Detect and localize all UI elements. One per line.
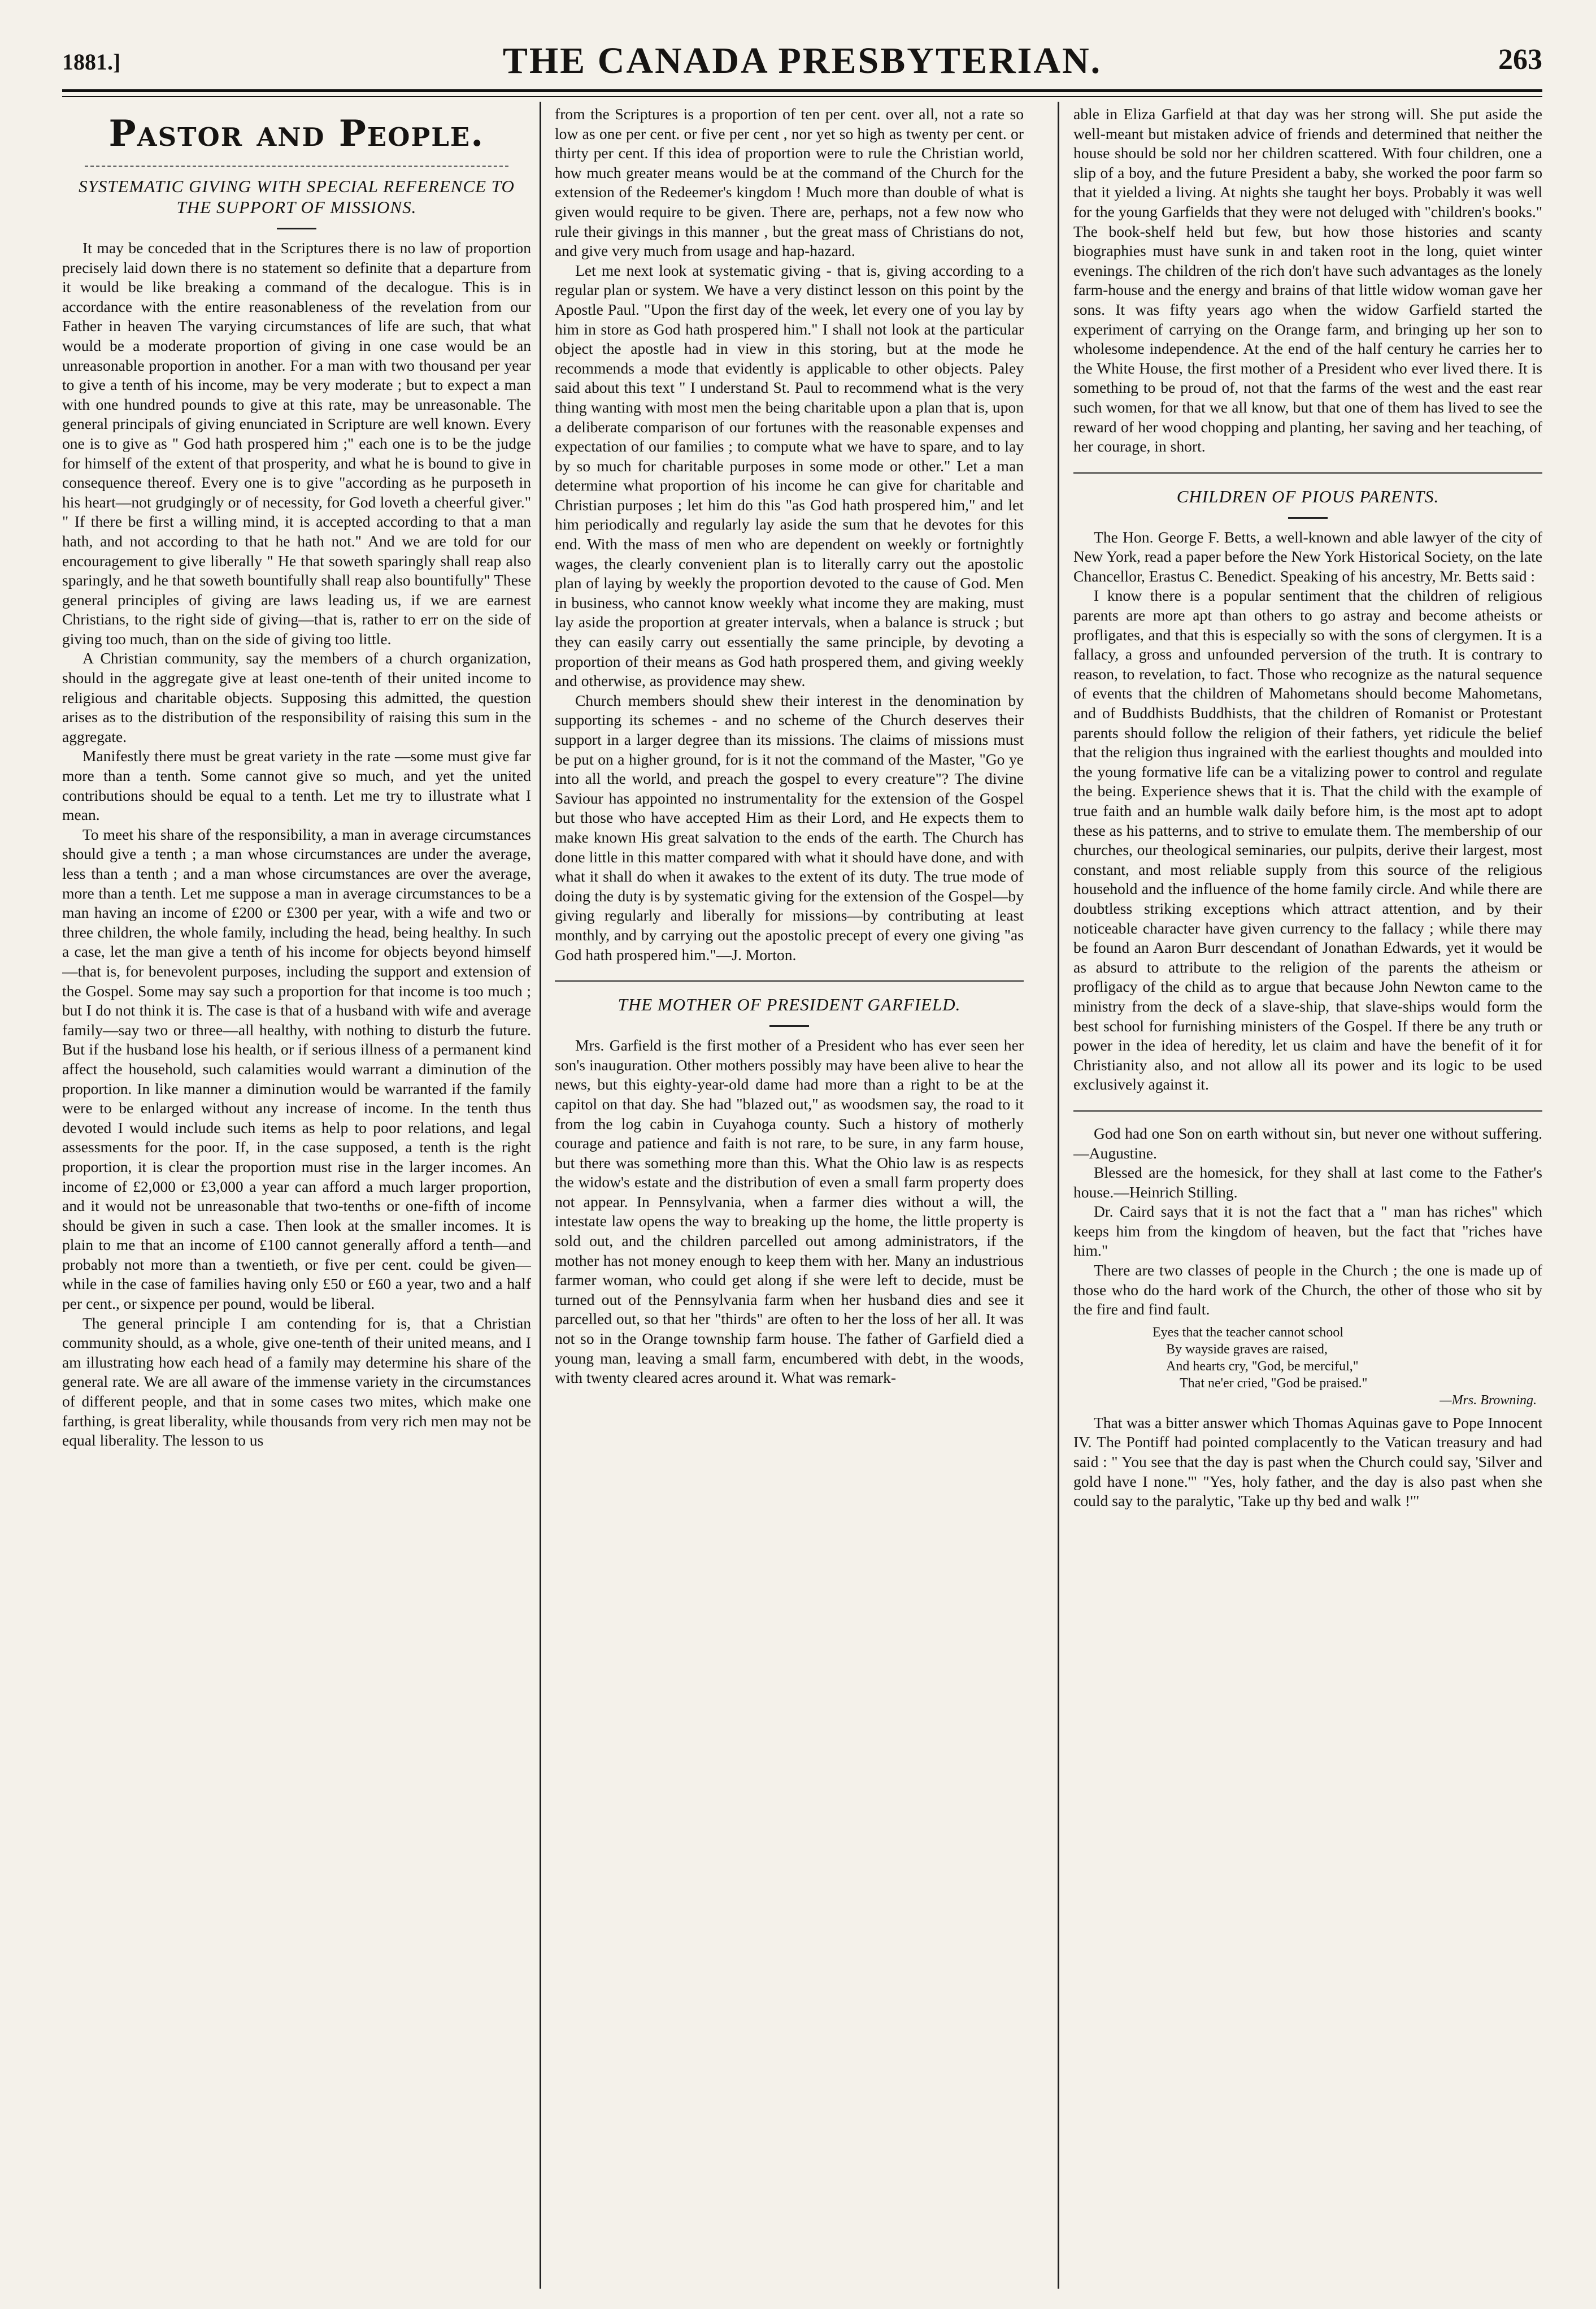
header-rule-thin: [62, 96, 1542, 97]
poem-quote: [1153, 1324, 1542, 1409]
poem-line: By wayside graves are raised,: [1166, 1342, 1328, 1357]
article-paragraph: able in Eliza Garfield at that day was her strong will. She put aside the well-meant but mistaken advice of friends and determined that neither the house should be sold nor her children scattered. With four children, one a slip of a boy, and the future President a baby, she worked the poor farm so that it yielded a living. At nights she taught her boys. Probably it was well for the young Garfields that they were not deluged with "children's books." The book-shelf held but few, but how those histories and scanty biographies must have sunk in and taken root in the long, quiet winter evenings. The children of the rich don't have such advantages as the lonely farm-house and the energy and brains of that little widow woman gave her sons. It was fifty years ago when the widow Garfield started the experiment of carrying on the Orange farm, and bringing up her son to wholesome independence. At the end of the half century he carries her to the White House, the first mother of a President who ever lived there. It is something to be proud of, not that the farms of the west and the east rear such women, for that we all know, but that one of them has lived to see the reward of her wood chopping and planting, her saving and her teaching, of her courage, in short.: [1073, 105, 1542, 455]
issue-year: 1881.]: [62, 49, 121, 75]
article-paragraph: I know there is a popular sentiment that the children of religious parents are more apt than others to go astray and become atheists or profligates, and that this is especially so with the sons of clergymen. It is a fallacy, a gross and unfounded perversion of the truth. It is contrary to reason, to revelation, to fact. Those who recognize as the natural sequence of events that the children of Mahometans should become Mahometans, and of Buddhists Buddhists, that the children of Romanist or Protestant parents should follow the religion of their fathers, yet ridicule the belief that the religion thus ingrained with the earliest thoughts and moulded into the young formative life can be a vitalizing power to control and regulate the being. Experience shews that it is. That the child with the example of true faith and an humble walk daily before him, is the most apt to adopt these as his patterns, and to strive to emulate them. The membership of our churches, our theological seminaries, our pulpits, derive their largest, most constant, and most reliable supply from this source of the religious household and the influence of the home family circle. And while there are doubtless striking exceptions which attract attention, and by their noticeable character have given currency to the fallacy ; while there may be found an Aaron Burr descendant of Jonathan Edwards, yet it would be as absurd to attribute to the religion of the parents the atheism or profligacy of the child as to argue that because John Newton came to the ministry from the deck of a slave-ship, that slave-ships would form the best school for furnishing ministers of the Gospel. If there be any truth or power in the idea of heredity, let us claim and have the benefit of it for Christianity also, and not allow all its power and its logic to be used exclusively against it.: [1073, 587, 1542, 1093]
section-masthead: Pastor and People.: [108, 112, 485, 155]
column-3: [1073, 105, 1542, 2291]
newspaper-title: THE CANADA PRESBYTERIAN.: [502, 40, 1102, 81]
article-title-mother-of-garfield: THE MOTHER OF PRESIDENT GARFIELD.: [617, 995, 961, 1015]
header-rule: [62, 89, 1542, 92]
poem-attribution: —Mrs. Browning.: [1440, 1392, 1537, 1408]
column-1: [62, 105, 531, 2291]
article-title-systematic-giving: SYSTEMATIC GIVING WITH SPECIAL REFERENCE TO THE SUPPORT OF MISSIONS.: [79, 176, 515, 217]
column-divider: [1058, 102, 1059, 2289]
note-paragraph: Blessed are the homesick, for they shall at last come to the Father's house.—Heinrich Stilling.: [1073, 1164, 1542, 1201]
article-paragraph: A Christian community, say the members of a church organization, should in the aggregate give at least one-tenth of their united income to religious and charitable objects. Supposing this admitted, the question arises as to the distribution of the responsibility of raising this sum in the aggregate.: [62, 649, 531, 745]
note-paragraph: There are two classes of people in the Church ; the one is made up of those who do the hard work of the Church, the other of those who sit by the fire and find fault.: [1073, 1261, 1542, 1318]
column-2: [555, 105, 1024, 2291]
article-paragraph: Manifestly there must be great variety in the rate —some must give far more than a tenth. Some cannot give so much, and yet the united contributions should be equal to a tenth. Let me try to illustrate what I mean.: [62, 747, 531, 824]
article-separator: [1073, 472, 1542, 474]
article-paragraph: Let me next look at systematic giving - that is, giving according to a regular plan or system. We have a very distinct lesson on this point by the Apostle Paul. "Upon the first day of the week, let every one of you lay by him in store as God hath prospered him." I shall not look at the particular object the apostle had in view in this storing, but at the mode he recommends a mode that evidently is applicable to other objects. Paley said about this text " I understand St. Paul to recommend what is the very thing wanting with most men the being charitable upon a plan that is, upon a deliberate comparison of our fortunes with the reasonable expenses and expectation of our families ; to compute what we have to spare, and to lay by so much for charitable purposes in some mode or other." Let a man determine what proportion of his income he can give for charitable and Christian purposes ; let him do this "as God hath prospered him," and let him periodically and regularly lay aside the sum that he devotes for this end. With the mass of men who are dependent on weekly or fortnightly wages, the clearly convenient plan is to literally carry out the apostolic plan of laying by weekly the proportion devoted to the cause of God. Men in business, who cannot know weekly what income they are making, must lay aside the proportion at greater intervals, when a balance is struck ; but they can easily carry out essentially the same principle, by devoting a proportion of their means as God hath prospered them, and giving weekly and otherwise, as providence may shew.: [555, 261, 1024, 690]
column-divider: [540, 102, 541, 2289]
poem-line: That ne'er cried, "God be praised.": [1180, 1375, 1368, 1391]
poem-line: Eyes that the teacher cannot school: [1153, 1325, 1343, 1340]
masthead-rule: [85, 166, 508, 167]
title-rule: [277, 228, 316, 229]
title-rule: [769, 1025, 809, 1027]
article-paragraph: To meet his share of the responsibility, a man in average circumstances should give a tenth ; a man whose circumstances are under the average, less than a tenth ; and a man whose circumstances are over the average, more than a tenth. Let me suppose a man in average circumstances to be a man having an income of £200 or £300 per year, with a wife and two or three children, the whole family, including the head, being healthy. In such a case, let the man give a tenth of his income for objects beyond himself —that is, for benevolent purposes, including the support and extension of the Gospel. Some may say such a proportion for that income is too much ; but I do not think it is. The case is that of a husband with wife and average family—say two or three—all healthy, with nothing to disturb the future. But if the husband lose his health, or if serious illness of a permanent kind affect the household, such calamities would warrant a diminution of the proportion. In like manner a diminution would be warranted if the family were to be enlarged without any increase of income. In the tenth thus devoted I would include such items as help to poor relations, and legal assessments for the poor. If, in the case supposed, a tenth is the right proportion, it is clear the proportion must rise in the larger incomes. An income of £2,000 or £3,000 a year can afford a much larger proportion, and it would not be unreasonable that two-tenths or one-fifth of income should be given in such a case. Then look at the smaller incomes. It is plain to me that an income of £100 cannot generally afford a tenth—and probably not more than a twentieth, or five per cent. could be given—while in the case of families having only £50 or £60 a year, two and a half per cent., or sixpence per pound, would be liberal.: [62, 825, 531, 1313]
running-head: [62, 33, 1542, 84]
article-paragraph: The Hon. George F. Betts, a well-known and able lawyer of the city of New York, read a paper before the New York Historical Society, on the late Chancellor, Erastus C. Benedict. Speaking of his ancestry, Mr. Betts said :: [1073, 528, 1542, 585]
note-paragraph: That was a bitter answer which Thomas Aquinas gave to Pope Innocent IV. The Pontiff had pointed complacently to the Vatican treasury and had said : " You see that the day is past when the Church could say, 'Silver and gold have I none.'" "Yes, holy father, and the day is also past when she could say to the paralytic, 'Take up thy bed and walk !'": [1073, 1413, 1542, 1510]
article-title-children-of-pious-parents: CHILDREN OF PIOUS PARENTS.: [1176, 486, 1440, 506]
article-separator: [1073, 1110, 1542, 1112]
article-paragraph: The general principle I am contending for is, that a Christian community should, as a whole, give one-tenth of their united means, and I am illustrating how each head of a family may determine his share of the general rate. We are all aware of the immense variety in the circumstances of different people, and that in some cases two mites, which make one farthing, is great liberality, while thousands from very rich men may not be equal liberality. The lesson to us: [62, 1314, 531, 1449]
article-paragraph: It may be conceded that in the Scriptures there is no law of proportion precisely laid down there is no statement so definite that a departure from it would be like breaking a command of the decalogue. This is in accordance with the entire reasonableness of the revelation from our Father in heaven The varying circumstances of life are such, that what would be a moderate proportion of giving in one case would be an unreasonable proportion in another. For a man with two thousand per year to give a tenth of his income, may be very moderate ; but to expect a man with one hundred pounds to give at this rate, may be unreasonable. The general principals of giving enunciated in Scripture are well known. Every one is to give as " God hath prospered him ;" each one is to be the judge for himself of the extent of that prosperity, and what he is bound to give in consequence thereof. Every one is to give "according as he purposeth in his heart—not grudgingly or of necessity, for God loveth a cheerful giver." " If there be first a willing mind, it is accepted according to that a man hath, and not according to that he hath not." And we are told for our encouragement to give liberally " He that soweth sparingly shall reap also sparingly, and he that soweth bountifully shall reap also bountifully" These general principles of giving are laws leading us, if we are earnest Christians, to the right side of giving—that is, rather to err on the side of giving too much, than on the side of giving too little.: [62, 239, 531, 648]
article-separator: [555, 980, 1024, 982]
article-paragraph: from the Scriptures is a proportion of ten per cent. over all, not a rate so low as one per cent. or five per cent , nor yet so high as twenty per cent. or thirty per cent. If this idea of proportion were to rule the Christian world, how much greater means would be at the command of the Church for the extension of the Redeemer's kingdom ! Much more than double of what is given would require to be given. There are, perhaps, not a few now who rule their givings in this manner , but the great mass of Christians do not, and give very much from usage and hap-hazard.: [555, 105, 1024, 260]
article-paragraph: Mrs. Garfield is the first mother of a President who has ever seen her son's inauguration. Other mothers possibly may have been alive to hear the news, but this eighty-year-old dame had more than a right to be at the capitol on that day. She had "blazed out," as woodsmen say, the road to it from the log cabin in Cuyahoga county. Such a history of motherly courage and patience and faith is not rare, to be sure, in any farm house, but there was something more than this. What the Ohio law is as respects the widow's estate and the distribution of even a small farm property does not appear. In Pennsylvania, when a farmer dies without a will, the intestate law opens the way to breaking up the home, the little property is sold out, and the children parcelled out among administrators, if the mother has not money enough to keep them with her. Many an industrious farmer woman, who could get along if she were left to decide, must be turned out of the Pennsylvania farm when her husband dies and see it parcelled out, so that her "thirds" are often to her the loss of her all. It was not so in the Orange township farm house. The father of Garfield died a young man, leaving a small farm, encumbered with debt, in the woods, with twenty cleared acres around it. What was remark-: [555, 1036, 1024, 1387]
title-rule: [1288, 517, 1328, 519]
page-number: 263: [1498, 44, 1542, 76]
note-paragraph: Dr. Caird says that it is not the fact that a " man has riches" which keeps him from the kingdom of heaven, but the fact that "riches have him.": [1073, 1203, 1542, 1260]
note-paragraph: God had one Son on earth without sin, but never one without suffering.—Augustine.: [1073, 1124, 1542, 1162]
poem-line: And hearts cry, "God, be merciful,": [1166, 1359, 1359, 1374]
article-paragraph: Church members should shew their interest in the denomination by supporting its schemes - and no scheme of the Church deserves their support in a larger degree than its missions. The claims of missions must be put on a higher ground, for is it not the command of the Master, "Go ye into all the world, and preach the gospel to every creature"? The divine Saviour has appointed no instrumentality for the extension of the Gospel but those who have accepted Him as their Lord, and He expects them to make known His great salvation to the ends of the earth. The Church has done little in this matter compared with what it should have done, and with what it shall do when it awakes to the extent of its duty. The true mode of doing the duty is by systematic giving for the extension of the Gospel—by giving regularly and liberally for missions—by contributing at least monthly, and by carrying out the apostolic precept of every one giving "as God hath prospered him."—J. Morton.: [555, 691, 1024, 963]
